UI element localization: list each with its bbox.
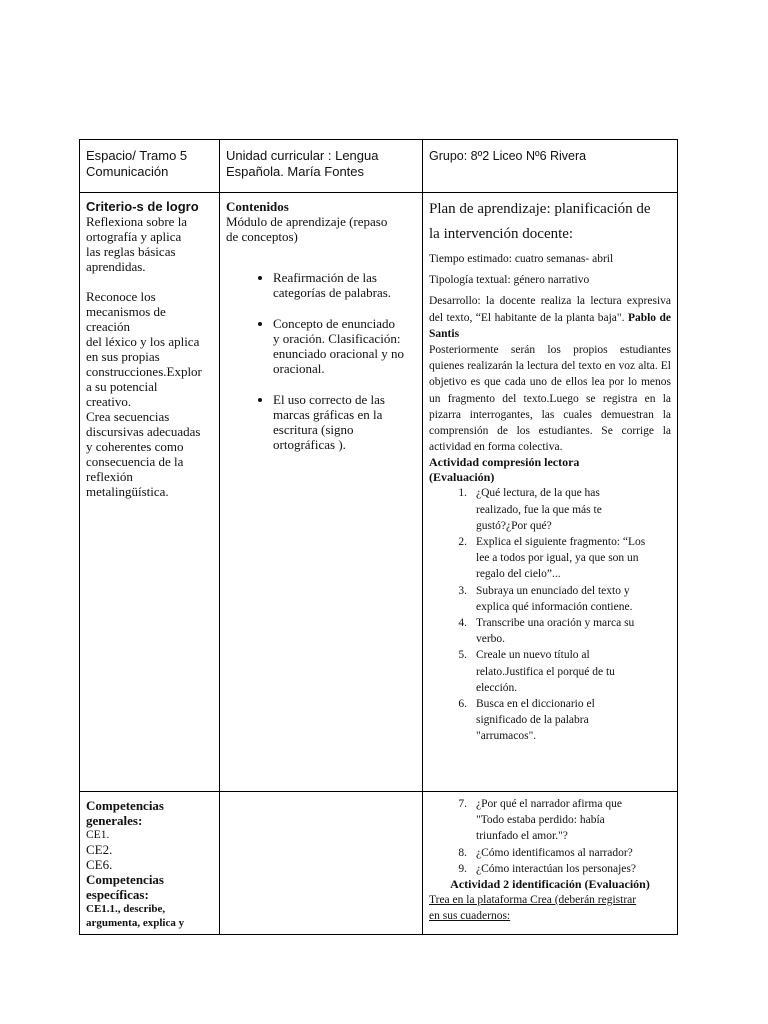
text-line: escritura (signo xyxy=(273,422,354,437)
text-line: • Concepto de enunciado xyxy=(273,316,396,331)
planning-table xyxy=(79,139,678,935)
text-line: mecanismos de xyxy=(86,304,166,319)
ce6-text: CE6. xyxy=(86,857,113,872)
list-item xyxy=(429,485,671,534)
text-line: Competencias xyxy=(86,798,164,813)
ce11-text xyxy=(86,902,213,930)
text-line: regalo del cielo”... xyxy=(476,568,561,581)
tipologia-text: Tipología textual: género narrativo xyxy=(429,274,590,287)
text-line: construcciones.Explor xyxy=(86,364,202,379)
text-line: Transcribe una oración y marca su xyxy=(476,617,635,630)
content-row xyxy=(80,193,678,792)
actividad-2-title: Actividad 2 identificación (Evaluación) xyxy=(450,877,650,892)
text-line: marcas gráficas en la xyxy=(273,407,383,422)
item-number: 2. xyxy=(458,536,467,549)
text-line: metalingüística. xyxy=(86,484,169,499)
list-item xyxy=(429,647,671,696)
posterior-text: Posteriormente serán los propios estudiantes quienes realizarán la lectura del texto en voz alta. El objetivo es que cada uno de ellos lea por lo menos un fragmento del texto.Luego se registra en la pizarra interrogantes, las cuales demuestran la comprensión de los estudiantes. Se corrige la actividad en forma colectiva. xyxy=(429,344,671,454)
text-line: de conceptos) xyxy=(226,229,298,244)
text-line: argumenta, explica y xyxy=(86,917,185,929)
espacio-line-1: Espacio/ Tramo 5 xyxy=(86,148,188,163)
text-line: ¿Cómo interactúan los personajes? xyxy=(476,862,636,875)
list-item xyxy=(429,583,671,615)
text-line: Subraya un enunciado del texto y xyxy=(476,584,630,597)
ce2-text: CE2. xyxy=(86,842,113,857)
actividad-1-list xyxy=(429,485,671,744)
text-line: ¿Por qué el narrador afirma que xyxy=(476,798,622,810)
crea-instruction xyxy=(429,892,671,924)
item-number: 1. xyxy=(458,487,467,500)
text-line: y coherentes como xyxy=(86,439,184,454)
list-item xyxy=(429,615,671,647)
text-line: "arrumacos". xyxy=(476,730,537,743)
text-line: verbo. xyxy=(476,633,506,646)
text-line: realizado, fue la que más te xyxy=(476,503,602,516)
item-number: 5. xyxy=(458,649,467,662)
plan-title xyxy=(429,197,671,247)
competencias-generales-title xyxy=(86,798,213,828)
desarrollo-text: Desarrollo: la docente realiza la lectura expresiva del texto, “El habitante de la planta baja". xyxy=(429,295,671,324)
espacio-line-2: Comunicación xyxy=(86,164,169,179)
empty-cell xyxy=(220,792,423,935)
grupo-cell xyxy=(423,140,678,193)
text-line: Actividad compresión lectora xyxy=(429,455,580,470)
list-item xyxy=(429,696,671,745)
text-line: Plan de aprendizaje: planificación de xyxy=(429,201,651,217)
item-number: 3. xyxy=(458,584,467,597)
text-line: aprendidas. xyxy=(86,259,146,274)
text-line: Reconoce los xyxy=(86,289,156,304)
text-line: lee a todos por igual, ya que son un xyxy=(476,552,639,565)
contenidos-title: Contenidos xyxy=(226,199,289,214)
text-line: Módulo de aprendizaje (repaso xyxy=(226,214,388,229)
text-line: relato.Justifica el porqué de tu xyxy=(476,665,615,678)
text-line: reflexión xyxy=(86,469,133,484)
contenidos-intro xyxy=(226,214,416,244)
contenidos-cell xyxy=(220,193,423,792)
text-line: Competencias xyxy=(86,872,164,887)
competencias-cell xyxy=(80,792,220,935)
text-line: creación xyxy=(86,319,131,334)
unidad-line-2: Española. María Fontes xyxy=(226,164,365,179)
text-line: en sus propias xyxy=(86,349,160,364)
list-item xyxy=(429,845,671,861)
criterios-block-1 xyxy=(86,214,213,274)
text-line: gustó?¿Por qué? xyxy=(476,519,552,532)
text-line: Reflexiona sobre la xyxy=(86,214,188,229)
text-line: Creale un nuevo título al xyxy=(476,649,590,662)
text-line: elección. xyxy=(476,681,518,694)
desarrollo-paragraph xyxy=(429,293,671,342)
text-line: creativo. xyxy=(86,394,132,409)
unidad-cell xyxy=(220,140,423,193)
criterios-block-2 xyxy=(86,289,213,499)
espacio-cell xyxy=(80,140,220,193)
text-line: consecuencia de la xyxy=(86,454,184,469)
text-line: del léxico y los aplica xyxy=(86,334,200,349)
text-line: Busca en el diccionario el xyxy=(476,698,595,711)
text-line: "Todo estaba perdido: había xyxy=(476,814,605,827)
text-line: enunciado oracional y no xyxy=(273,346,405,361)
text-line: ¿Qué lectura, de la que has xyxy=(476,487,600,500)
text-line: ¿Cómo identificamos al narrador? xyxy=(476,846,633,859)
text-line: • Reafirmación de las xyxy=(273,270,377,285)
text-line: CE1.1., describe, xyxy=(86,903,166,915)
list-item xyxy=(273,270,416,300)
text-line: categorías de palabras. xyxy=(273,285,392,300)
text-line: Explica el siguiente fragmento: “Los xyxy=(476,536,646,549)
text-line: Trea en la plataforma Crea (deberán registrar xyxy=(429,894,637,907)
grupo-text: Grupo: 8º2 Liceo Nº6 Rivera xyxy=(429,149,587,163)
list-item xyxy=(429,861,671,877)
text-line: específicas: xyxy=(86,887,149,902)
footer-row xyxy=(80,792,678,935)
item-number: 7. xyxy=(458,798,467,810)
text-line: a su potencial xyxy=(86,379,158,394)
contenidos-list xyxy=(226,270,416,452)
actividad-1-title xyxy=(429,455,671,485)
text-line: generales: xyxy=(86,813,143,828)
text-line: explica qué información contiene. xyxy=(476,600,633,613)
criterios-cell xyxy=(80,193,220,792)
text-line: significado de la palabra xyxy=(476,714,589,727)
actividad-1-list-continued xyxy=(429,796,671,877)
list-item xyxy=(273,392,416,452)
text-line: ortográficas ). xyxy=(273,437,346,452)
item-number: 8. xyxy=(458,846,467,859)
text-line: • El uso correcto de las xyxy=(273,392,385,407)
criterios-title: Criterio-s de logro xyxy=(86,199,199,214)
text-line: (Evaluación) xyxy=(429,470,495,485)
text-line: la intervención docente: xyxy=(429,226,574,242)
item-number: 4. xyxy=(458,617,467,630)
text-line: discursivas adecuadas xyxy=(86,424,201,439)
ce1-text: CE1. xyxy=(86,829,110,841)
header-row xyxy=(80,140,678,193)
unidad-line-1: Unidad curricular : Lengua xyxy=(226,148,379,163)
plan-cell xyxy=(423,193,678,792)
list-item xyxy=(273,316,416,376)
text-line: Crea secuencias xyxy=(86,409,170,424)
text-line: en sus cuadernos: xyxy=(429,910,511,923)
text-line: triunfado el amor."? xyxy=(476,830,568,843)
continuacion-cell xyxy=(423,792,678,935)
text-line: ortografía y aplica xyxy=(86,229,182,244)
autor-text: Pablo de Santis xyxy=(429,311,671,340)
text-line: oracional. xyxy=(273,361,325,376)
list-item xyxy=(429,534,671,583)
item-number: 6. xyxy=(458,698,467,711)
list-item xyxy=(429,796,671,845)
tiempo-text: Tiempo estimado: cuatro semanas- abril xyxy=(429,253,614,265)
competencias-especificas-title xyxy=(86,872,213,902)
text-line: las reglas básicas xyxy=(86,244,176,259)
item-number: 9. xyxy=(458,862,467,875)
text-line: y oración. Clasificación: xyxy=(273,331,401,346)
